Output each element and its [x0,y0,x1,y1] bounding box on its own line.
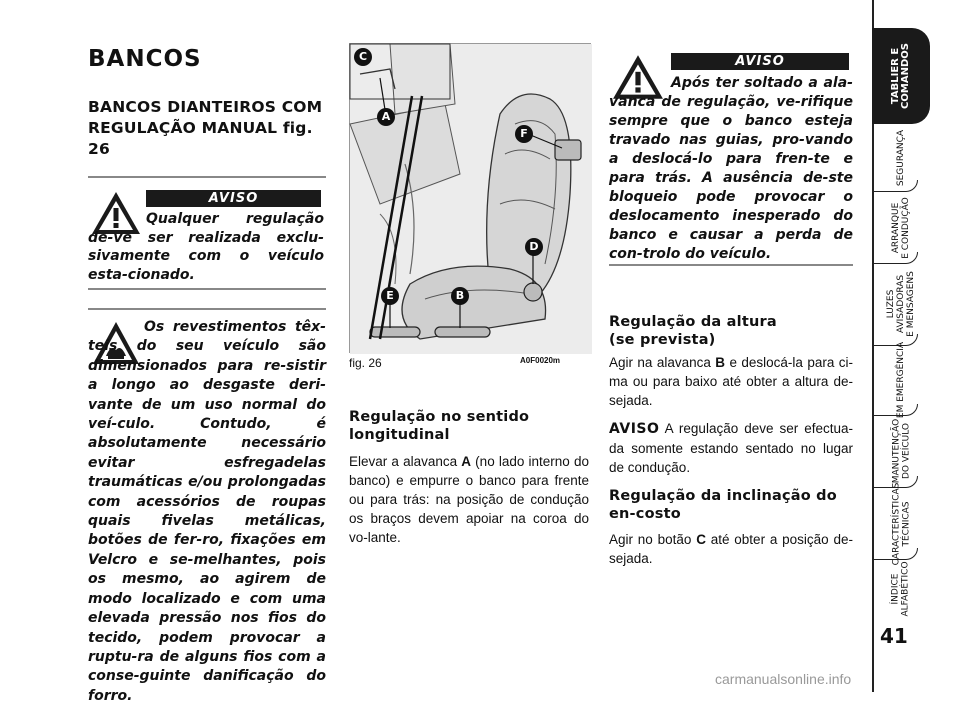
tab-manutencao[interactable] [872,418,930,484]
warning-body: Qualquer regulação de-ve ser realizada exclu-sivamente com o veículo esta-cionado. [88,211,324,283]
seat-illustration [349,43,591,353]
tab-indice-alfabetico[interactable] [872,562,930,616]
callout-e: E [381,287,399,305]
warning-header: AVISO [671,53,849,70]
tab-separator [872,252,918,264]
body-text: Agir na alavanca [609,355,716,370]
tab-label: ÍNDICE ALFABÉTICO [891,561,911,617]
callout-c: C [354,48,372,66]
body-text: Elevar a alavanca [349,454,462,469]
key-letter: B [715,355,726,370]
section-body [609,353,853,410]
callout-b: B [451,287,469,305]
page-number: 41 [880,624,908,648]
callout-a: A [377,108,395,126]
section-body [349,452,589,547]
note-body: Os revestimentos têx-teis do seu veículo são dimensionados para re-sistir a longo ao desgaste deri-vante de um uso normal do veí-culo. Contudo, é absolutamente necessário evitar esfregadelas traumáticas e/ou prolongadas com acessórios de roupas quais fivelas metálicas, botões de fer-ro, fixações em Velcro e se-melhantes, pois os mesmo, ao agirem de modo localizado e com uma elevada pressão nos fios do tecido, podem provocar a ruptu-ra de alguns fios com a conse-guinte danificação do forro. [88,319,326,704]
watermark: carmanualsonline.info [715,671,852,687]
warning-text [609,74,853,264]
tab-separator [872,404,918,416]
tab-label: ARRANQUE E CONDUÇÃO [891,197,912,259]
divider [88,308,326,310]
tab-label: MANUTENÇÃO DO VEÍCULO [891,418,911,484]
tab-label: TABLIER E COMANDOS [890,43,911,109]
tab-em-emergencia[interactable] [872,341,930,419]
seat-drawing [350,44,592,354]
warning-body: Após ter soltado a ala-vanca de regulação, ve-rifique sempre que o banco esteja travado nas guias, pro-vando a deslocá-lo para fren-te e para trás. A ausência de-ste bloqueio pode provocar o deslocamento inesperado do banco e causar a perda de con-trolo do veículo. [609,75,853,262]
section-body [609,530,853,568]
key-letter: A [461,454,472,469]
inline-warning [609,419,853,477]
warning-box [609,47,853,262]
body-text: A regulação deve ser efectua-da somente estando sentado no lugar de condução. [609,421,853,475]
section-heading: Regulação no sentido longitudinal [349,409,530,443]
divider [88,176,326,178]
section-subtitle: BANCOS DIANTEIROS COM REGULAÇÃO MANUAL fig. 26 [88,98,323,158]
body-text: até obter a posição de-sejada. [609,532,853,566]
tab-tablier-comandos[interactable] [872,28,930,124]
body-text: e deslocá-la para ci-ma ou para baixo até obter a altura de-sejada. [609,355,853,408]
tab-label: CARACTERÍSTICAS TÉCNICAS [891,482,912,566]
tab-separator [872,548,918,560]
body-text: (no lado interno do banco) e empurre o banco para frente ou para trás: na posição de condução os braços devem apoiar na coroa do vo-lante. [349,454,589,545]
warning-box [88,188,324,288]
figure-code: A0F0020m [520,356,561,365]
tab-label: SEGURANÇA [896,129,906,187]
inline-warning-label: AVISO [609,421,660,437]
tab-label: EM EMERGÊNCIA [896,341,907,419]
section-heading: Regulação da inclinação do en-costo [609,488,837,522]
figure-caption: fig. 26 [349,356,382,370]
key-letter: C [696,532,706,547]
warning-text [88,210,324,284]
note-text [88,318,326,706]
page-title: BANCOS [88,46,202,72]
warning-header: AVISO [146,190,321,207]
section-heading: Regulação da altura (se prevista) [609,314,777,348]
callout-d: D [525,238,543,256]
callout-f: F [515,125,533,143]
tab-luzes-avisadoras[interactable] [872,266,930,342]
divider [88,288,326,290]
tab-separator [872,334,918,346]
divider [609,264,853,266]
body-text: Agir no botão [609,532,697,547]
tab-label: LUZES AVISADORAS E MENSAGENS [886,271,916,337]
tab-separator [872,180,918,192]
